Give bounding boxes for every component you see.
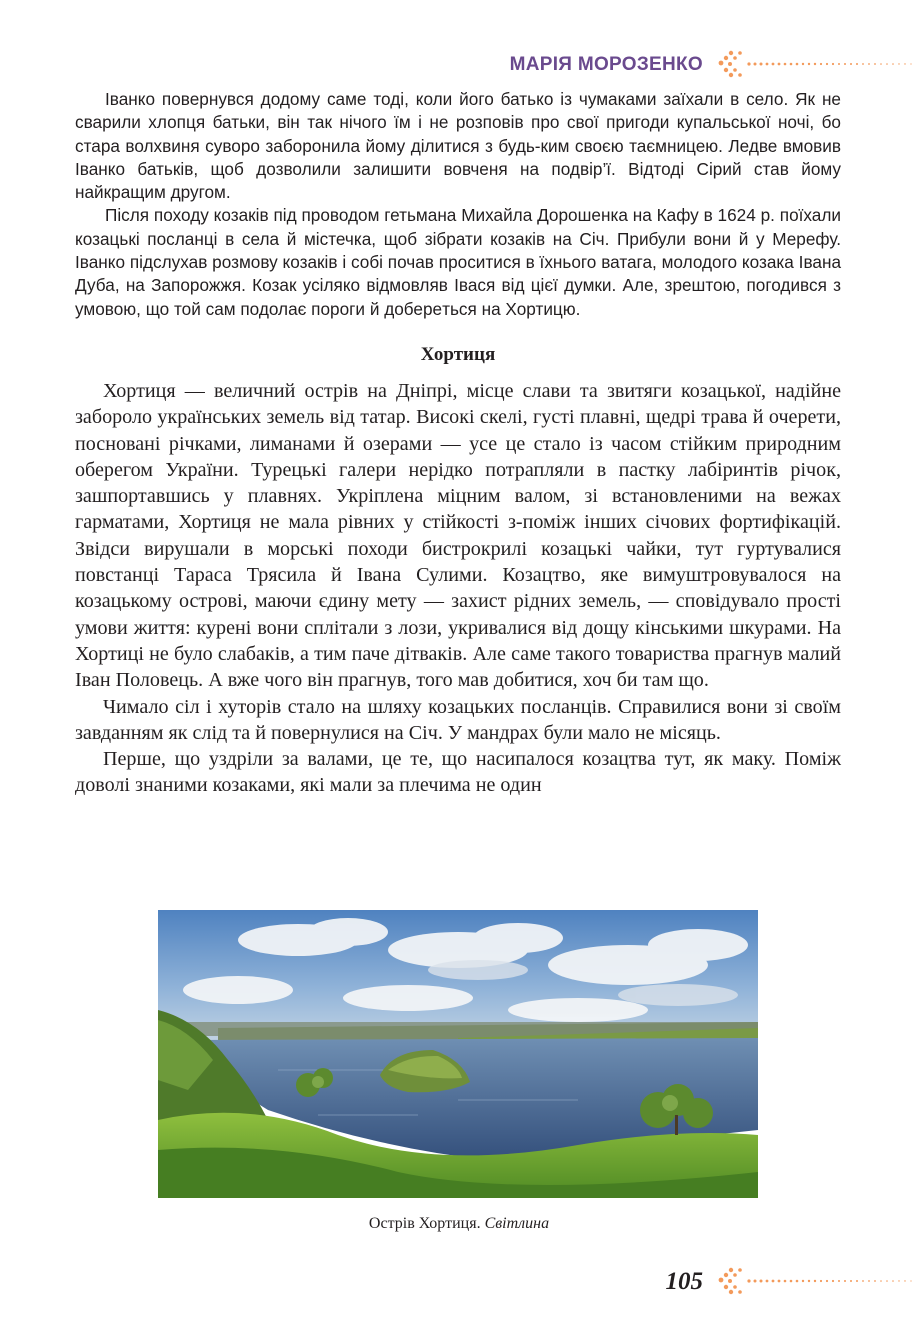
page-footer <box>666 1262 918 1302</box>
intro-paragraph: Іванко повернувся додому саме тоді, коли його батько із чумаками заїхали в село. Як не сварили хлопця батьки, він так нічого їм і не розповів про свої пригоди купальської ночі, бо стара волхвиня суворо заборонила йому ділитися з будь-ким своєю таємницею. Ледве вмовив Іванко батьків, щоб дозволили залишити вовченя на подвір’ї. Відтоді Сірий став йому найкращим другом. <box>75 89 841 203</box>
page-number: 105 <box>665 1268 703 1295</box>
body-paragraph: Хортиця — величний острів на Дніпрі, місце слави та звитяги козацької, надійне забороло українських земель від татар. Високі скелі, густі плавні, щедрі трава й очерети, посновані річками, лиманами й озерами — усе це стало із часом стійким природним оберегом України. Турецькі галери нерідко потрапляли в пастку лабіринтів річок, зашпортавшись у плавнях. Укріплена міцним валом, зі встановленими на вежах гарматами, Хортиця не мала рівних у стійкості з-поміж інших січових фортифікацій. Звідси вирушали в морські походи бистрокрилі козацькі чайки, тут гуртувалися повстанці Тараса Трясила й Івана Сулими. Козацтво, яке вимуштровувалося на козацькому острові, маючи єдину мету — захист рідних земель, — сповідувало прості умови життя: курені вони сплітали з лози, укривалися від дощу кінськими шкурами. На Хортиці не було слабаків, а тим паче дітваків. Але саме такого товариства прагнув малий Іван Половець. А вже чого він прагнув, того мав добитися, хоч би там що. <box>75 380 841 692</box>
intro-text <box>75 88 841 321</box>
landscape-illustration <box>158 910 758 1198</box>
dotted-arrow-ornament-icon <box>713 48 918 82</box>
author-title: МАРІЯ МОРОЗЕНКО <box>509 54 703 75</box>
caption-text: Острів Хортиця. <box>368 1215 485 1232</box>
section-heading: Хортиця <box>420 344 496 365</box>
figure-caption <box>0 1215 918 1233</box>
body-paragraph: Перше, що уздріли за валами, це те, що насипалося козацтва тут, як маку. Поміж доволі знаними козаками, які мали за плечима не один <box>75 748 841 797</box>
intro-paragraph: Після походу козаків під проводом гетьмана Михайла Дорошенка на Кафу в 1624 р. поїхали козацькі посланці в села й містечка, щоб зібрати козаків на Січ. Прибули вони й у Мерефу. Іванко підслухав розмову козаків і собі почав проситися в їхнього ватага, молодого козака Івана Дуба, на Запорожжя. Козак усіляко відмовляв Івася від цієї думки. Але, зрештою, погодився з умовою, що той сам подолає пороги й доберeться на Хортицю. <box>75 205 841 319</box>
dotted-arrow-ornament-icon <box>713 1265 918 1299</box>
khortytsia-photo <box>158 910 758 1198</box>
caption-source: Світлина <box>484 1215 550 1232</box>
section-body <box>75 378 841 799</box>
body-paragraph: Чимало сіл і хуторів стало на шляху козацьких посланців. Справилися вони зі своїм завданням як слід та й повернулися на Січ. У мандрах були мало не місяць. <box>75 695 841 744</box>
running-header <box>510 48 918 82</box>
